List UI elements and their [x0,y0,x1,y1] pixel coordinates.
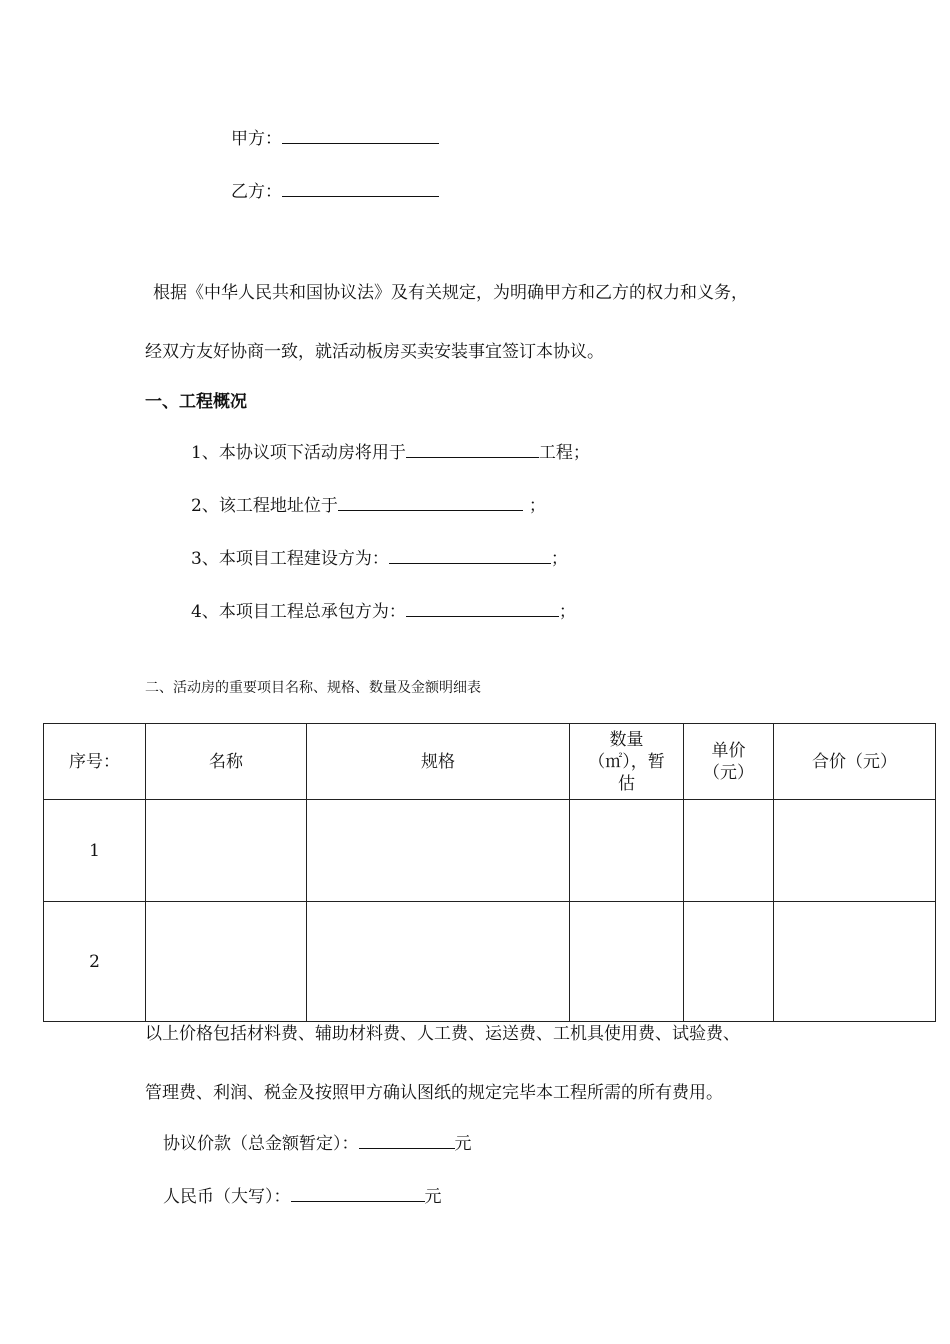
item-4-prefix: 4、本项目工程总承包方为： [191,602,406,622]
item-1-suffix: 工程； [538,443,590,463]
section-1-item-4 [191,599,576,624]
header-total: 合价（元） [774,724,936,800]
cell-qty[interactable] [570,800,684,902]
price-rmb-unit: 元 [424,1187,442,1207]
price-amount-label: 协议价款（总金额暂定）： [163,1134,359,1154]
header-qty-line-1: 数量 [609,729,644,750]
item-2-prefix: 2、该工程地址位于 [191,496,338,516]
party-b-blank[interactable] [282,179,439,197]
cell-total[interactable] [774,902,936,1022]
cell-spec[interactable] [307,902,570,1022]
header-unit-price-line-1: 单价 [711,740,746,761]
item-3-prefix: 3、本项目工程建设方为： [191,549,389,569]
item-4-suffix: ； [558,602,576,622]
item-3-suffix: ； [550,549,568,569]
item-1-prefix: 1、本协议项下活动房将用于 [191,443,406,463]
party-b-line [231,179,439,204]
section-2-title: 二、活动房的重要项目名称、规格、数量及金额明细表 [145,680,481,696]
price-amount-unit: 元 [454,1134,472,1154]
header-unit-price [684,724,774,800]
section-1-title: 一、工程概况 [145,392,247,412]
item-3-blank[interactable] [389,546,551,564]
notes-line-2: 管理费、利润、税金及按照甲方确认图纸的规定完毕本工程所需的所有费用。 [145,1083,723,1103]
notes-line-1: 以上价格包括材料费、辅助材料费、人工费、运送费、工机具使用费、试验费、 [145,1024,740,1044]
intro-line-1: 根据《中华人民共和国协议法》及有关规定，为明确甲方和乙方的权力和义务， [153,283,748,303]
party-b-label: 乙方： [231,182,282,202]
table-header-row [44,724,936,800]
section-1-item-2 [191,493,546,518]
party-a-line [231,126,439,151]
cell-spec[interactable] [307,800,570,902]
detail-table [43,723,936,1022]
table-row [44,800,936,902]
header-qty-line-3: 估 [618,773,635,794]
header-qty-line-2: （㎡），暂 [588,751,665,772]
cell-name[interactable] [146,902,307,1022]
header-qty [570,724,684,800]
price-amount-line [163,1131,472,1156]
table-row [44,902,936,1022]
header-unit-price-line-2: （元） [703,762,754,783]
price-amount-blank[interactable] [359,1131,455,1149]
cell-seq: 2 [44,902,146,1022]
price-rmb-line [163,1184,442,1209]
section-1-item-3 [191,546,568,571]
item-2-suffix: ； [528,496,546,516]
party-a-blank[interactable] [282,126,439,144]
header-seq: 序号： [44,724,146,800]
cell-unit-price[interactable] [684,800,774,902]
intro-line-2: 经双方友好协商一致，就活动板房买卖安装事宜签订本协议。 [145,342,604,362]
item-4-blank[interactable] [406,599,559,617]
cell-qty[interactable] [570,902,684,1022]
cell-name[interactable] [146,800,307,902]
section-1-item-1 [191,440,590,465]
price-rmb-blank[interactable] [291,1184,425,1202]
cell-seq: 1 [44,800,146,902]
cell-total[interactable] [774,800,936,902]
cell-unit-price[interactable] [684,902,774,1022]
item-1-blank[interactable] [406,440,539,458]
item-2-blank[interactable] [338,493,523,511]
price-rmb-label: 人民币（大写）： [163,1187,291,1207]
header-spec: 规格 [307,724,570,800]
header-name: 名称 [146,724,307,800]
party-a-label: 甲方： [231,129,282,149]
